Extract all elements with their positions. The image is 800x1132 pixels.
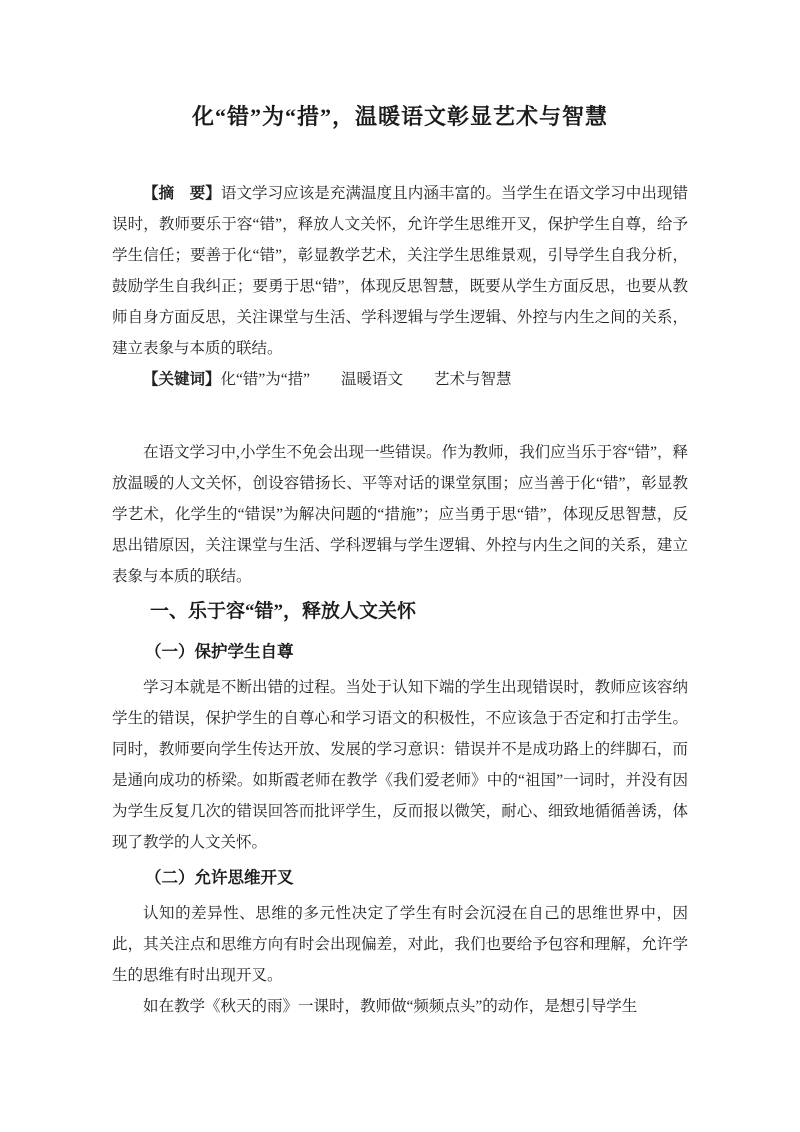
keywords-text: 化“错”为“措” 温暖语文 艺术与智慧 <box>220 371 512 388</box>
abstract-label: 【摘 要】 <box>143 185 221 202</box>
subsection-1-1-heading: （一）保护学生自尊 <box>145 642 294 661</box>
section-1-heading: 一、乐于容“错”，释放人文关怀 <box>150 601 417 622</box>
subsection-1-1-paragraph: 学习本就是不断出错的过程。当处于认知下端的学生出现错误时，教师应该容纳学生的错误，保护学生的自尊心和学习语文的积极性，不应该急于否定和打击学生。同时，教师要向学生传达开放、发展的学习意识：错误并不是成功路上的绊脚石，而是通向成功的桥梁。如斯霞老师在教学《我们爱老师》中的“祖国”一词时，并没有因为学生反复几次的错误回答而批评学生，反而报以微笑，耐心、细致地循循善诱，体现了教学的人文关怀。 <box>112 679 688 851</box>
abstract-paragraph <box>112 178 688 364</box>
subsection-1-2-heading: （二）允许思维开叉 <box>145 868 294 887</box>
abstract-text: 语文学习应该是充满温度且内涵丰富的。当学生在语文学习中出现错误时，教师要乐于容“错”，释放人文关怀，允许学生思维开叉，保护学生自尊，给予学生信任；要善于化“错”，彰显教学艺术，关注学生思维景观，引导学生自我分析，鼓励学生自我纠正；要勇于思“错”，体现反思智慧，既要从学生方面反思，也要从教师自身方面反思，关注课堂与生活、学科逻辑与学生逻辑、外控与内生之间的关系，建立表象与本质的联结。 <box>112 185 688 357</box>
document-title: 化“错”为“措”，温暖语文彰显艺术与智慧 <box>191 104 608 129</box>
keywords-paragraph <box>112 364 688 395</box>
subsection-1-2-paragraph-1: 认知的差异性、思维的多元性决定了学生有时会沉浸在自己的思维世界中，因此，其关注点和思维方向有时会出现偏差，对此，我们也要给予包容和理解，允许学生的思维有时出现开叉。 <box>112 905 688 984</box>
keywords-label: 【关键词】 <box>143 371 221 388</box>
subsection-1-2-paragraph-2: 如在教学《秋天的雨》一课时，教师做“频频点头”的动作，是想引导学生 <box>143 998 638 1015</box>
intro-paragraph: 在语文学习中,小学生不免会出现一些错误。作为教师，我们应当乐于容“错”，释放温暖的人文关怀，创设容错扬长、平等对话的课堂氛围；应当善于化“错”，彰显教学艺术，化学生的“错误”为解决问题的“措施”；应当勇于思“错”，体现反思智慧，反思出错原因，关注课堂与生活、学科逻辑与学生逻辑、外控与内生之间的关系，建立表象与本质的联结。 <box>112 444 688 585</box>
